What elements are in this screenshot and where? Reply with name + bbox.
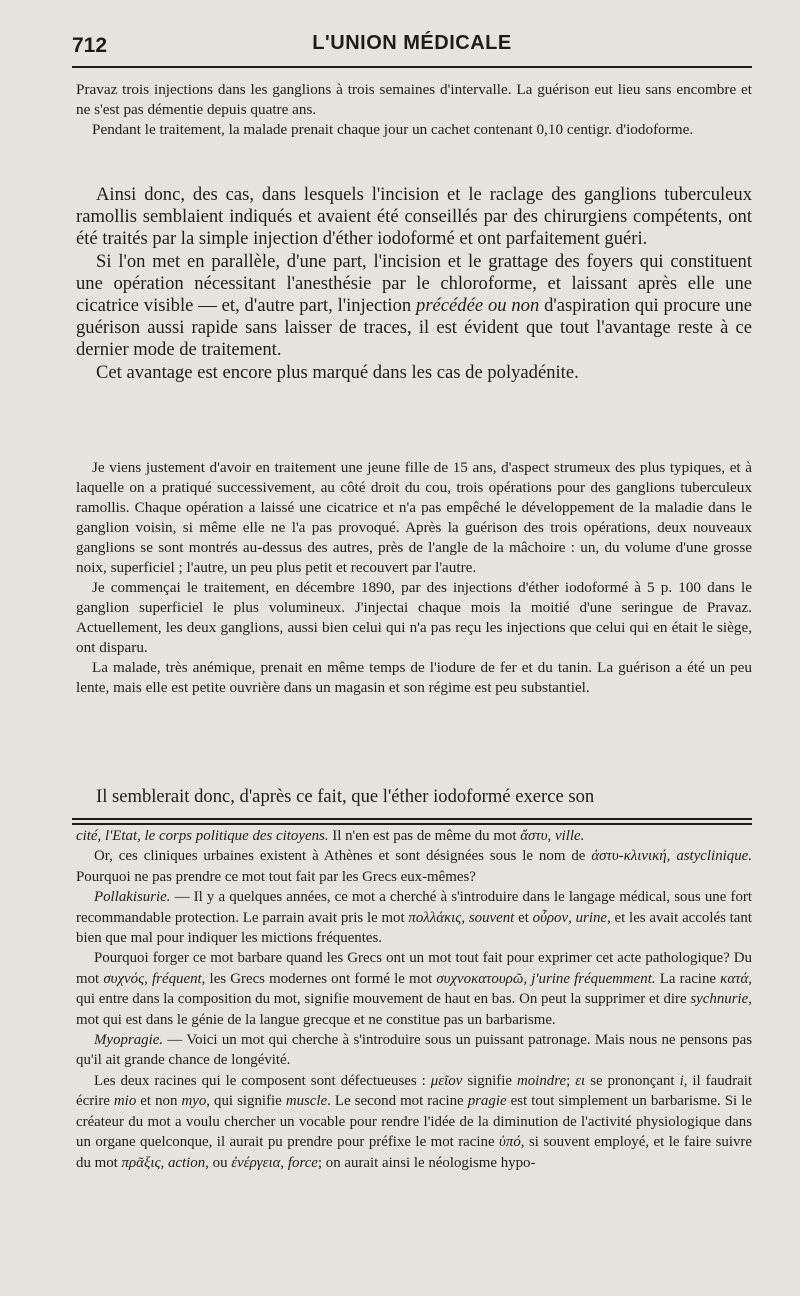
text-run: — Il y a quelques années, ce mot a cherché à s'introduire dans le langage médical, sous une fort recommandable protection. Le parrain avait pris le mot [76,889,752,926]
intro-paragraph: Pravaz trois injections dans les ganglions à trois semaines d'intervalle. La guérison eut lieu sans encombre et ne s'est pas démentie depuis quatre ans. [76,81,752,118]
greek-word: ει [575,1072,586,1089]
section-rule [72,818,752,820]
italic-run: sychnurie [690,991,749,1008]
italic-run: , souvent [461,909,515,926]
greek-word: ὑπό [499,1134,521,1151]
text-run: . Le second mot racine [327,1093,468,1110]
term-heading: Pollakisurie. [94,889,171,906]
italic-run: , astyclinique. [666,848,752,865]
text-run: est tout simplement un barbarisme. Si le créateur du mot a voulu chercher un vocable pour rendre l'idée de la diminution de l'activité physiologique dans un organe quelconque, il aurait pu prendre pour préfixe le mot racine [76,1093,752,1151]
intro-paragraph: Pendant le traitement, la malade prenait chaque jour un cachet contenant 0,10 centigr. d'iodoforme. [92,121,694,138]
section-rule [72,823,752,825]
greek-word: οὖρον [532,909,569,926]
italic-run: pragie [467,1093,507,1110]
text-run: Pourquoi forger ce mot barbare quand les Grecs ont un mot tout fait pour exprimer cet acte pathologique? Du mot [76,950,752,987]
text-run: signifie [462,1072,517,1089]
text-run: ; [566,1072,576,1089]
italic-run: précédée ou non [416,295,540,317]
intro-case-text [76,80,752,140]
greek-word: μεῖον [430,1072,463,1089]
text-run: , et les avait accolés tant bien que mal pour indiquer les mictions fréquentes. [76,909,752,947]
text-run: , les Grecs modernes ont formé le mot [201,970,437,987]
greek-word: συχνοκατουρῶ [436,970,524,987]
text-run: , qui entre dans la composition du mot, signifie mouvement de haut en bas. On peut la supprimer et dire [76,970,753,1008]
text-run: Il n'en est pas de même du mot [328,828,521,844]
body-paragraph: Il semblerait donc, d'après ce fait, que l'éther iodoformé exerce son [96,786,595,807]
greek-word: συχνός [103,970,145,987]
italic-run: , urine [568,909,608,926]
text-run: La racine [655,970,721,987]
case-paragraph: La malade, très anémique, prenait en même temps de l'iodure de fer et du tanin. La guérison a été un peu lente, mais elle est petite ouvrière dans un magasin et son régime est peu substantiel. [76,659,752,696]
text-run: se prononçant [585,1072,680,1089]
italic-run: , j'urine fréquemment. [523,970,656,987]
italic-run: , action [160,1154,206,1171]
text-run: et [514,909,533,926]
note-paragraph [76,948,752,1030]
main-text [76,184,752,384]
text-run: d'aspiration qui procure une guérison aussi rapide sans laisser de traces, il est évident que tout l'avantage reste à ce dernier mode de traitement. [76,295,752,361]
greek-word: ἐνέργεια [231,1154,281,1171]
italic-run: , fréquent [144,970,202,987]
note-paragraph [76,1071,752,1173]
text-run: Si l'on met en parallèle, d'une part, l'incision et le grattage des foyers qui constituent une opération nécessitant l'anesthésie par le chloroforme, et laissant après elle une cicatrice visible — et, d'autre part, l'injection [76,250,752,317]
italic-run: , ville. [547,828,585,844]
note-paragraph [76,1030,752,1071]
lexicon-notes [76,826,752,1173]
text-run: , mot qui est dans le génie de la langue grecque et ne constitue pas un barbarisme. [76,991,752,1028]
text-run: , qui signifie [206,1093,286,1110]
italic-run: muscle [285,1093,328,1110]
italic-run: myo [181,1093,207,1110]
italic-run: mio [113,1093,137,1110]
case-paragraph: Je viens justement d'avoir en traitement une jeune fille de 15 ans, d'aspect strumeux des plus typiques, et à laquelle on a pratiqué successivement, au côté droit du cou, trois opérations pour des ganglions tuberculeux ramollis. Chaque opération a laissé une cicatrice et n'a pas empêché le développement de la maladie dans le ganglion voisin, si même elle ne l'a pas provoqué. Après la guérison des trois opérations, deux nouveaux ganglions se sont montrés au-dessus des autres, près de l'angle de la mâchoire : un, du volume d'une grosse noix, superficiel ; l'autre, un peu plus petit et recouvert par l'autre. [76,459,752,576]
greek-word: πολλάκις [408,909,462,926]
text-run: , il faudrait écrire [76,1072,752,1110]
italic-run: moindre [516,1072,567,1089]
note-paragraph [76,887,752,948]
greek-word: ἀστυ-κλινική [591,848,667,865]
term-heading: Myopragie. [94,1032,164,1049]
text-run: — Voici un mot qui cherche à s'introduire sous un puissant patronage. Mais nous ne pensons pas qu'il ait grande chance de longévité. [76,1032,752,1069]
running-title: L'UNION MÉDICALE [312,32,512,54]
case-paragraph: Je commençai le traitement, en décembre 1890, par des injections d'éther iodoformé à 5 p. 100 dans le ganglion superficiel le plus volumineux. J'injectai chaque mois la moitié d'une seringue de Pravaz. Actuellement, les deux ganglions, aussi bien celui qui n'a pas reçu les injections que celui qui en était le siège, ont disparu. [76,579,752,656]
note-paragraph [76,826,752,846]
text-run: ; on aurait ainsi le néologisme hypo- [317,1154,536,1171]
text-run: Or, ces cliniques urbaines existent à Athènes et sont désignées sous le nom de [94,848,592,865]
text-run: et non [136,1093,182,1110]
greek-word: κατά [720,970,749,987]
page-header [72,28,752,62]
greek-word: ἄστυ [520,828,548,844]
italic-run: i [679,1072,684,1089]
italic-run: , force [280,1154,318,1171]
body-paragraph: Cet avantage est encore plus marqué dans les cas de polyadénite. [96,361,579,383]
text-run: Pourquoi ne pas prendre ce mot tout fait par les Grecs eux-mêmes? [76,868,476,885]
body-paragraph: Ainsi donc, des cas, dans lesquels l'incision et le raclage des ganglions tuberculeux ramollis semblaient indiqués et avaient été conseillés par des chirurgiens compétents, ont été traités par la simple injection d'éther iodoformé et ont parfaitement guéri. [76,184,752,250]
header-rule [72,66,752,68]
greek-word: πρᾶξις [121,1154,161,1171]
text-run: , ou [205,1154,232,1171]
text-run: , si souvent employé, et le faire suivre du mot [76,1134,752,1171]
text-run: Les deux racines qui le composent sont défectueuses : [94,1072,431,1089]
italic-run: cité, l'Etat, le corps politique des citoyens. [76,828,329,844]
note-paragraph [76,846,752,887]
continued-text [76,786,752,808]
case-report [76,458,752,698]
page-number: 712 [72,34,108,57]
body-paragraph [76,251,752,362]
